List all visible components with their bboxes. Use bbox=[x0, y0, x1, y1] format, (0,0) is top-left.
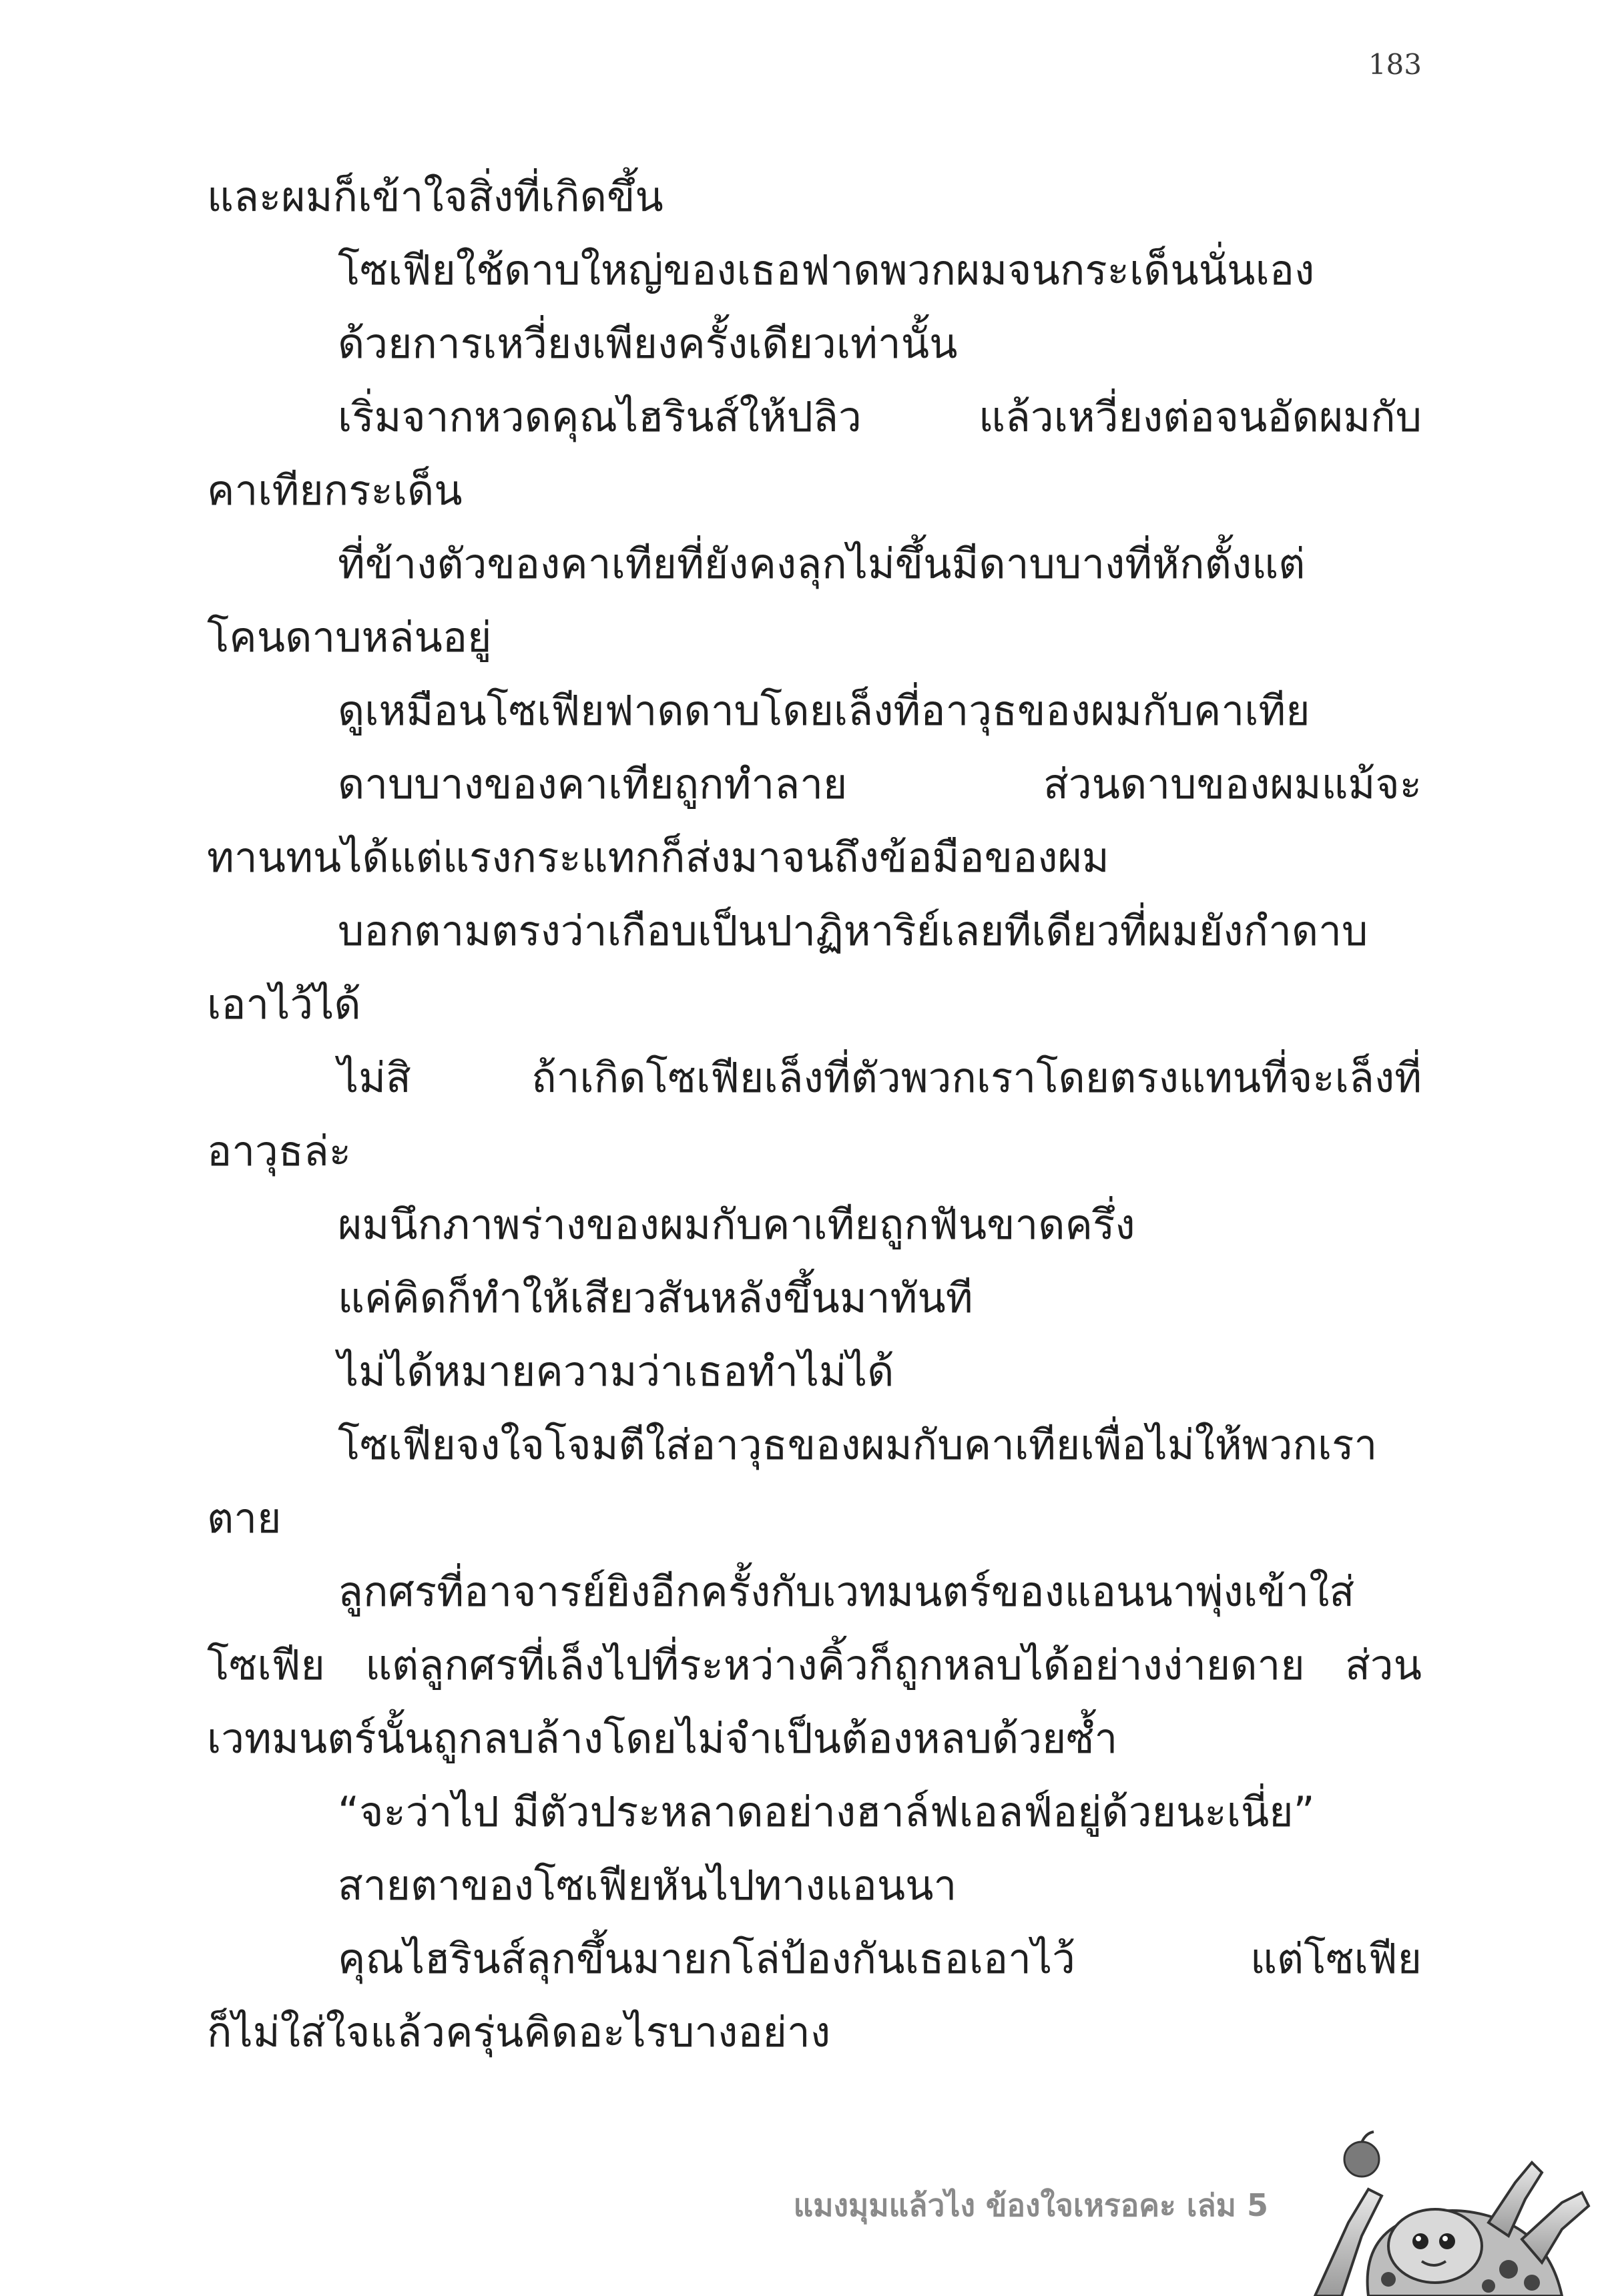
text-line: ไม่สิ ถ้าเกิดโซเฟียเล็งที่ตัวพวกเราโดยตรงแทนที่จะเล็งที่ bbox=[338, 1053, 1422, 1102]
text-line: เริ่มจากหวดคุณไฮรินส์ให้ปลิว แล้วเหวี่ยงต่อจนอัดผมกับ bbox=[338, 392, 1422, 441]
text-line: “จะว่าไป มีตัวประหลาดอย่างฮาล์ฟเอลฟ์อยู่ด้วยนะเนี่ย” bbox=[338, 1787, 1315, 1836]
text-line: คุณไฮรินส์ลุกขึ้นมายกโล่ป้องกันเธอเอาไว้ แต่โซเฟีย bbox=[338, 1934, 1422, 1983]
text-line: โซเฟียจงใจโจมตีใส่อาวุธของผมกับคาเทียเพื่อไม่ให้พวกเรา bbox=[338, 1420, 1378, 1469]
text-line: อาวุธล่ะ bbox=[207, 1127, 352, 1175]
text-line: ผมนึกภาพร่างของผมกับคาเทียถูกฟันขาดครึ่ง bbox=[338, 1200, 1135, 1249]
spider-mascot-illustration bbox=[1268, 2122, 1612, 2296]
text-line: เอาไว้ได้ bbox=[207, 980, 361, 1029]
text-line: ด้วยการเหวี่ยงเพียงครั้งเดียวเท่านั้น bbox=[338, 319, 958, 368]
text-line: ตาย bbox=[207, 1494, 282, 1542]
text-line: ที่ข้างตัวของคาเทียที่ยังคงลุกไม่ขึ้นมีดาบบางที่หักตั้งแต่ bbox=[338, 539, 1306, 588]
text-line: และผมก็เข้าใจสิ่งที่เกิดขึ้น bbox=[207, 172, 663, 221]
text-line: คาเทียกระเด็น bbox=[207, 466, 463, 515]
text-line: โซเฟีย แต่ลูกศรที่เล็งไปที่ระหว่างคิ้วก็ถูกหลบได้อย่างง่ายดาย ส่วน bbox=[207, 1641, 1422, 1689]
text-line: โคนดาบหล่นอยู่ bbox=[207, 613, 492, 661]
running-footer-title: แมงมุมแล้วไง ข้องใจเหรอคะ เล่ม 5 bbox=[793, 2187, 1268, 2223]
text-line: โซเฟียใช้ดาบใหญ่ของเธอฟาดพวกผมจนกระเด็นนั่นเอง bbox=[338, 246, 1315, 294]
text-line: สายตาของโซเฟียหันไปทางแอนนา bbox=[338, 1861, 957, 1910]
text-line: ไม่ได้หมายความว่าเธอทำไม่ได้ bbox=[338, 1347, 894, 1396]
text-line: ดาบบางของคาเทียถูกทำลาย ส่วนดาบของผมแม้จะ bbox=[338, 760, 1422, 808]
page-number: 183 bbox=[1368, 48, 1422, 81]
body-text bbox=[207, 160, 1422, 2069]
text-line: เวทมนตร์นั้นถูกลบล้างโดยไม่จำเป็นต้องหลบด้วยซ้ำ bbox=[207, 1714, 1118, 1763]
text-line: แค่คิดก็ทำให้เสียวสันหลังขึ้นมาทันที bbox=[338, 1273, 973, 1322]
text-line: ดูเหมือนโซเฟียฟาดดาบโดยเล็งที่อาวุธของผมกับคาเทีย bbox=[338, 686, 1310, 735]
text-line: บอกตามตรงว่าเกือบเป็นปาฏิหาริย์เลยทีเดียวที่ผมยังกำดาบ bbox=[338, 906, 1368, 955]
text-line: ก็ไม่ใส่ใจแล้วครุ่นคิดอะไรบางอย่าง bbox=[207, 2008, 831, 2056]
text-line: ทานทนได้แต่แรงกระแทกก็ส่งมาจนถึงข้อมือของผม bbox=[207, 833, 1109, 882]
text-line: ลูกศรที่อาจารย์ยิงอีกครั้งกับเวทมนตร์ของแอนนาพุ่งเข้าใส่ bbox=[338, 1567, 1355, 1616]
